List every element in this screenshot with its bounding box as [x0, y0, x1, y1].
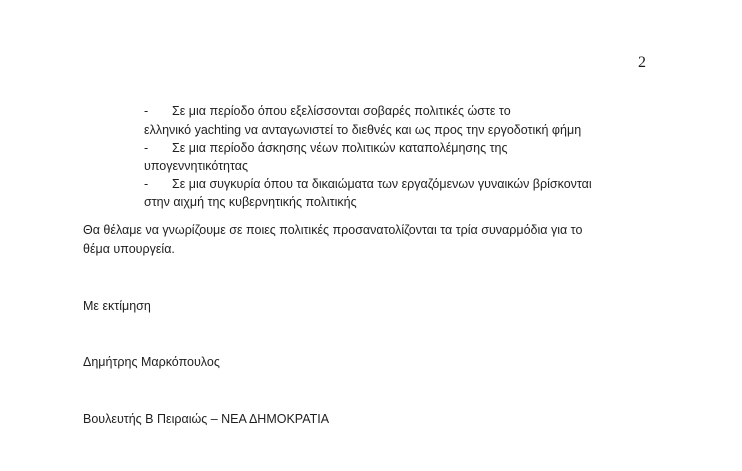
bullet-3-line-1: Σε μια συγκυρία όπου τα δικαιώματα των εργαζόμενων γυναικών βρίσκονται: [172, 177, 592, 191]
bullet-2-line-2: υπογεννητικότητας: [144, 159, 248, 173]
signatory-title: Βουλευτής Β Πειραιώς – ΝΕΑ ΔΗΜΟΚΡΑΤΙΑ: [83, 412, 330, 426]
bullet-marker: -: [144, 141, 149, 155]
bullet-marker: -: [144, 104, 149, 118]
closing: Με εκτίμηση: [83, 299, 151, 313]
paragraph-line-1: Θα θέλαμε να γνωρίζουμε σε ποιες πολιτικές προσανατολίζονται τα τρία συναρμόδια για το: [83, 223, 583, 237]
paragraph-line-2: θέμα υπουργεία.: [83, 242, 175, 256]
bullet-1-line-1: Σε μια περίοδο όπου εξελίσσονται σοβαρές πολιτικές ώστε το: [172, 104, 511, 118]
signatory-name: Δημήτρης Μαρκόπουλος: [83, 355, 220, 369]
bullet-marker: -: [144, 177, 149, 191]
bullet-1-line-2: ελληνικό yachting να ανταγωνιστεί το διεθνές και ως προς την εργοδοτική φήμη: [144, 123, 582, 137]
bullet-2-line-1: Σε μια περίοδο άσκησης νέων πολιτικών καταπολέμησης της: [172, 141, 508, 155]
bullet-3-line-2: στην αιχμή της κυβερνητικής πολιτικής: [144, 195, 357, 209]
page-number: 2: [638, 54, 646, 71]
